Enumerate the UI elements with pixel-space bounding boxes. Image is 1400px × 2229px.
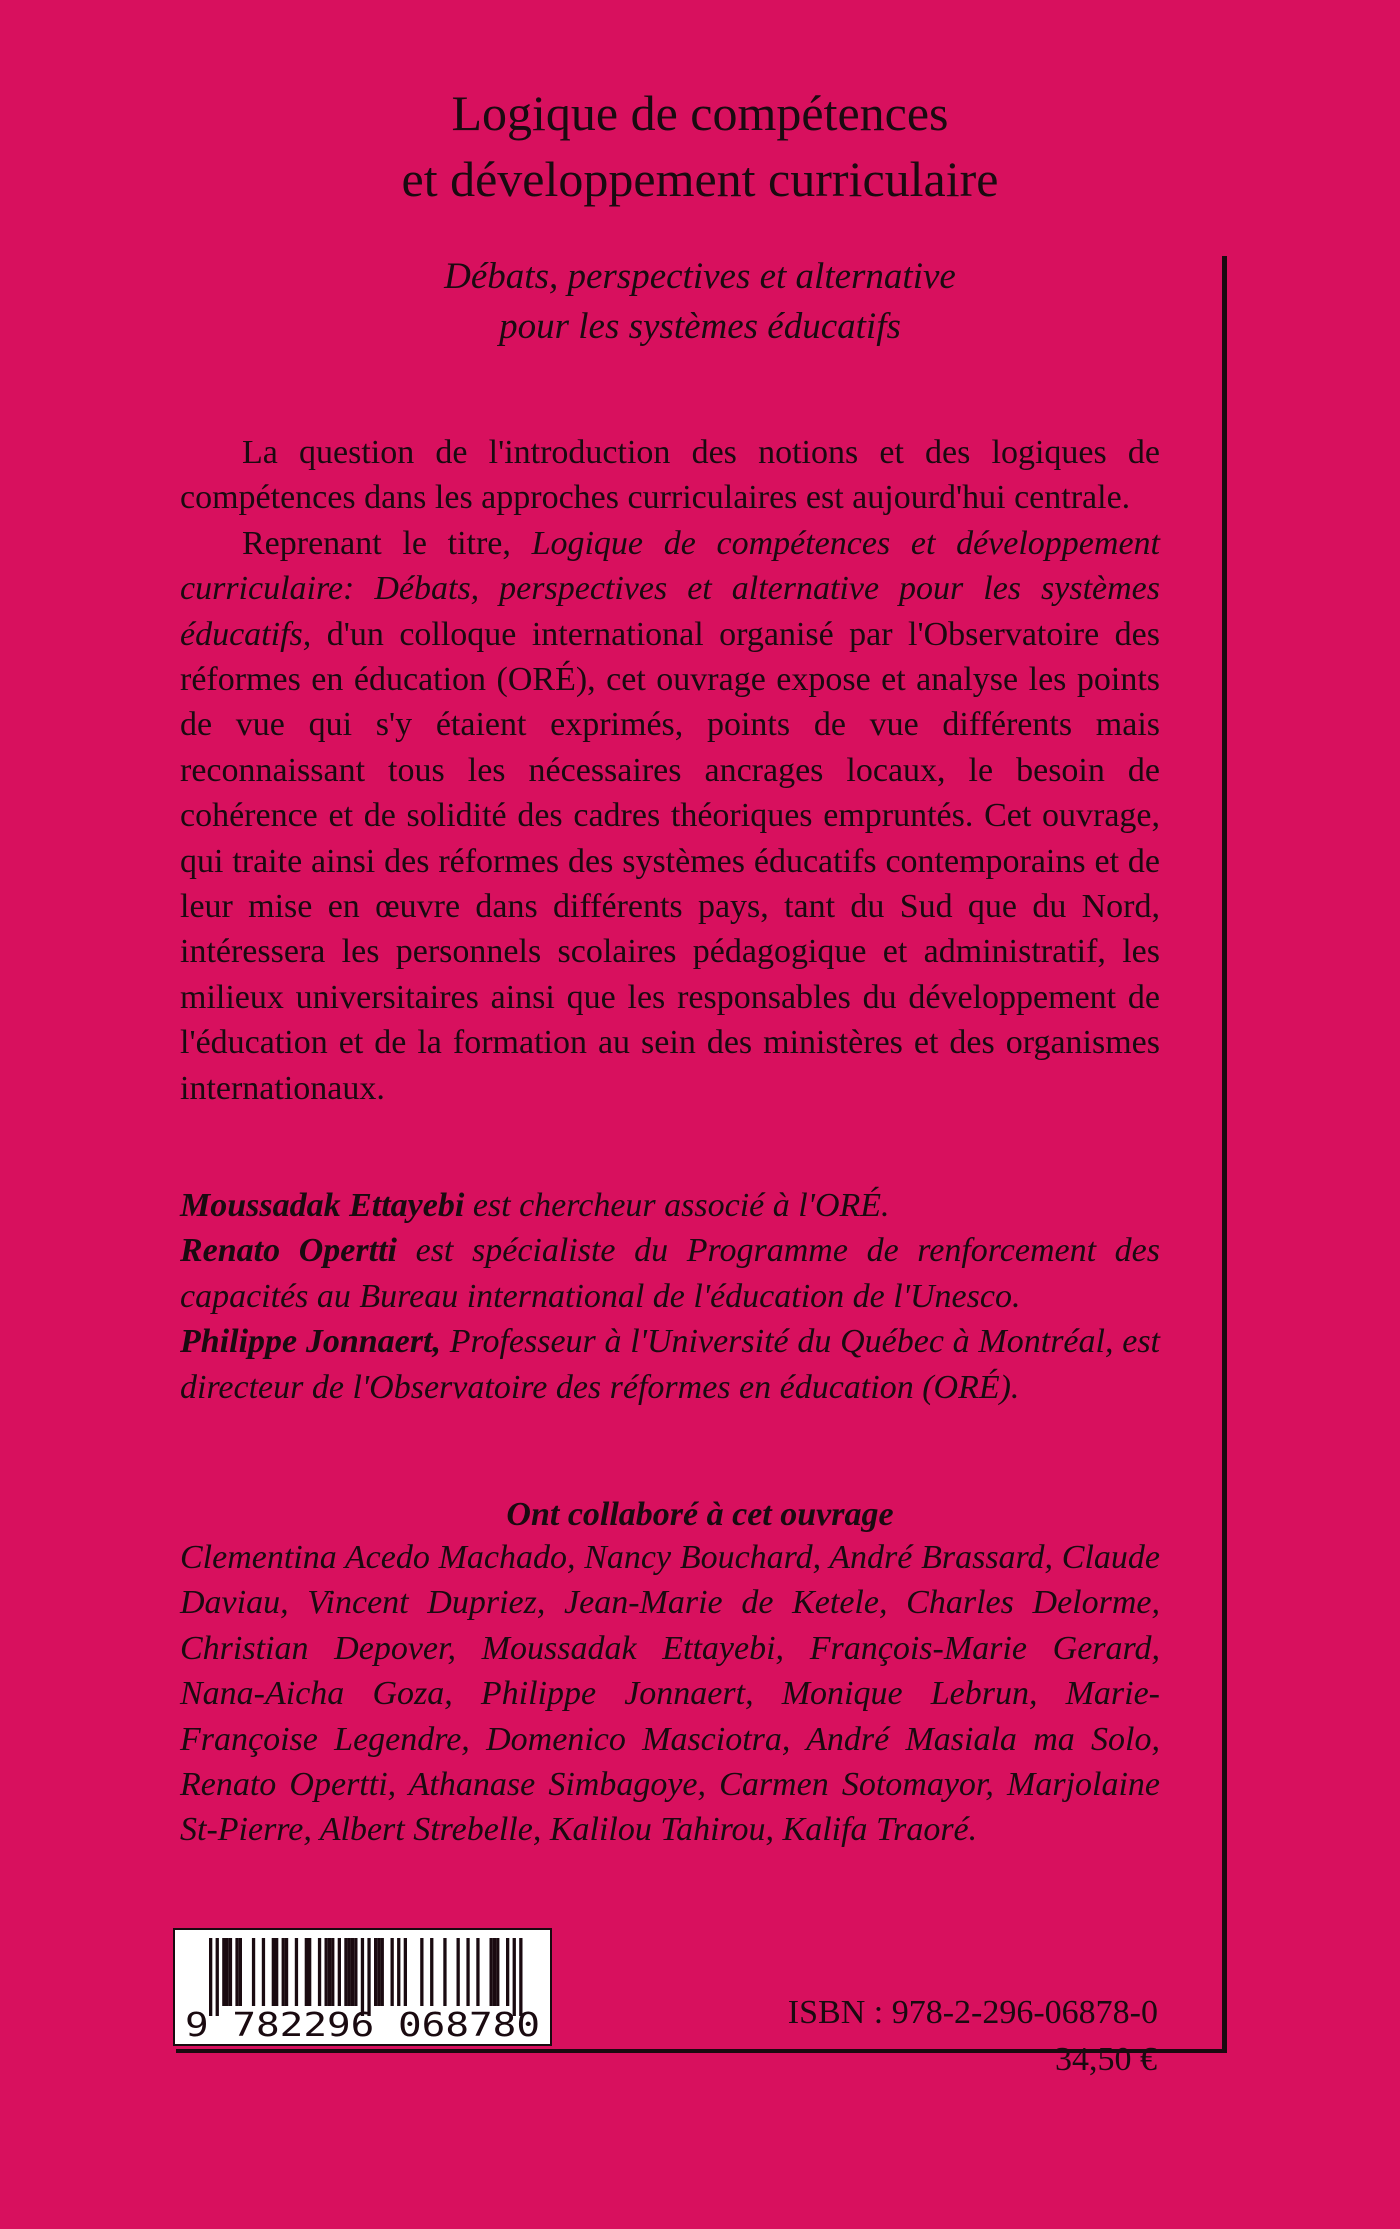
author-bio <box>180 1319 1160 1410</box>
collaborators-heading: Ont collaboré à cet ouvrage <box>506 1496 894 1533</box>
barcode-bar <box>285 1938 288 2006</box>
blurb-text <box>180 430 1160 1111</box>
barcode-bar <box>397 1938 400 2006</box>
author-name: Renato Opertti <box>180 1232 397 1270</box>
author-bio <box>180 1183 1160 1228</box>
author-name: Moussadak Ettayebi <box>180 1187 465 1224</box>
barcode-bar <box>331 1938 334 2006</box>
barcode-bar <box>430 1938 433 2006</box>
subtitle-line-1: Débats, perspectives et alternative <box>444 256 956 297</box>
barcode-bar <box>443 1938 446 2006</box>
author-description: Professeur à l'Université du Québec à Montréal, est directeur de l'Observatoire des réformes en éducation (ORÉ). <box>180 1323 1160 1406</box>
barcode-bar <box>381 1938 384 2006</box>
barcode-bar <box>354 1938 357 2006</box>
barcode-bar <box>262 1938 265 2006</box>
barcode-bar <box>490 1938 493 2006</box>
barcode-bar <box>496 1938 499 2006</box>
barcode-bar <box>295 1938 298 2006</box>
barcode-bar <box>338 1938 341 2006</box>
barcode-bar <box>377 1938 380 2006</box>
barcode-bar <box>275 1938 278 2006</box>
barcode-bar <box>391 1938 394 2006</box>
blurb-paragraph-2 <box>180 521 1160 1111</box>
barcode-bar <box>305 1938 308 2006</box>
barcode-bar <box>318 1938 321 2006</box>
barcode-bar <box>325 1938 328 2006</box>
barcode-bar <box>226 1938 229 2006</box>
subtitle-line-2: pour les systèmes éducatifs <box>499 306 901 347</box>
barcode-bar <box>351 1938 354 2006</box>
barcode-bar <box>493 1938 496 2006</box>
blurb-paragraph-2-rest: d'un colloque international organisé par l'Observatoire des réformes en éducation (ORÉ), cet ouvrage expose et analyse les points de vue qui s'y étaient exprimés, points de vue différents mais reconnaissant tous les nécessaires ancrages locaux, le besoin de cohérence et de solidité des cadres théoriques empruntés. Cet ouvrage, qui traite ainsi des réformes des systèmes éducatifs contemporains et de leur mise en œuvre dans différents pays, tant du Sud que du Nord, intéressera les personnels scolaires pédagogique et administratif, les milieux universitaires ainsi que les responsables du développement de l'éducation et de la formation au sein des ministères et des organismes internationaux. <box>180 615 1160 1107</box>
barcode-bar <box>239 1938 242 2006</box>
barcode-bar <box>506 1938 509 2006</box>
barcode-bar <box>328 1938 331 2006</box>
author-bios <box>180 1183 1160 1410</box>
barcode-bar <box>348 1938 351 2006</box>
barcode-bar <box>308 1938 311 2006</box>
barcode-bar <box>404 1938 407 2006</box>
blurb-book-title-italic: Logique de compétences et développement curriculaire: Débats, perspectives et alternative pour les systèmes éducatifs, <box>180 524 1160 653</box>
author-bio <box>180 1228 1160 1319</box>
barcode-bar <box>457 1938 460 2006</box>
barcode <box>173 1928 552 2046</box>
barcode-bar <box>476 1938 479 2006</box>
barcode-graphic <box>175 1930 550 2044</box>
barcode-bar <box>272 1938 275 2006</box>
decorative-vertical-rule <box>1222 256 1227 2051</box>
barcode-bar <box>282 1938 285 2006</box>
barcode-bar <box>420 1938 423 2006</box>
isbn-number: ISBN : 978-2-296-06878-0 <box>787 1994 1158 2031</box>
author-name: Philippe Jonnaert, <box>180 1323 441 1361</box>
barcode-bar <box>344 1938 347 2006</box>
title-line-2: et développement curriculaire <box>401 151 999 207</box>
barcode-bar <box>374 1938 377 2006</box>
barcode-bar <box>252 1938 255 2006</box>
barcode-bar <box>466 1938 469 2006</box>
blurb-paragraph-2-intro: Reprenant le titre, <box>242 524 532 562</box>
barcode-bar <box>229 1938 232 2006</box>
title-line-1: Logique de compétences <box>451 85 949 141</box>
collaborators-names: Clementina Acedo Machado, Nancy Bouchard, André Brassard, Claude Daviau, Vincent Dupriez, Jean-Marie de Ketele, Charles Delorme, Christian Depover, Moussadak Ettayebi, François-Marie Gerard, Nana-Aicha Goza, Philippe Jonnaert, Monique Lebrun, Marie-Françoise Legendre, Domenico Masciotra, André Masiala ma Solo, Renato Opertti, Athanase Simbagoye, Carmen Sotomayor, Marjolaine St-Pierre, Albert Strebelle, Kalilou Tahirou, Kalifa Traoré. <box>180 1539 1160 1849</box>
barcode-digits: 9 782296 068780 <box>185 2005 540 2044</box>
barcode-bar <box>222 1938 225 2006</box>
author-description: est spécialiste du Programme de renforcement des capacités au Bureau international de l'éducation de l'Unesco. <box>180 1232 1160 1315</box>
author-description: est chercheur associé à l'ORÉ. <box>464 1187 890 1224</box>
book-title <box>0 80 1400 212</box>
barcode-bar <box>235 1938 238 2006</box>
price-label: 34,50 € <box>1055 2041 1157 2078</box>
collaborators-list <box>180 1535 1160 1853</box>
book-subtitle <box>0 252 1400 352</box>
blurb-paragraph-1: La question de l'introduction des notions et des logiques de compétences dans les approches curriculaires est aujourd'hui centrale. <box>180 434 1160 517</box>
